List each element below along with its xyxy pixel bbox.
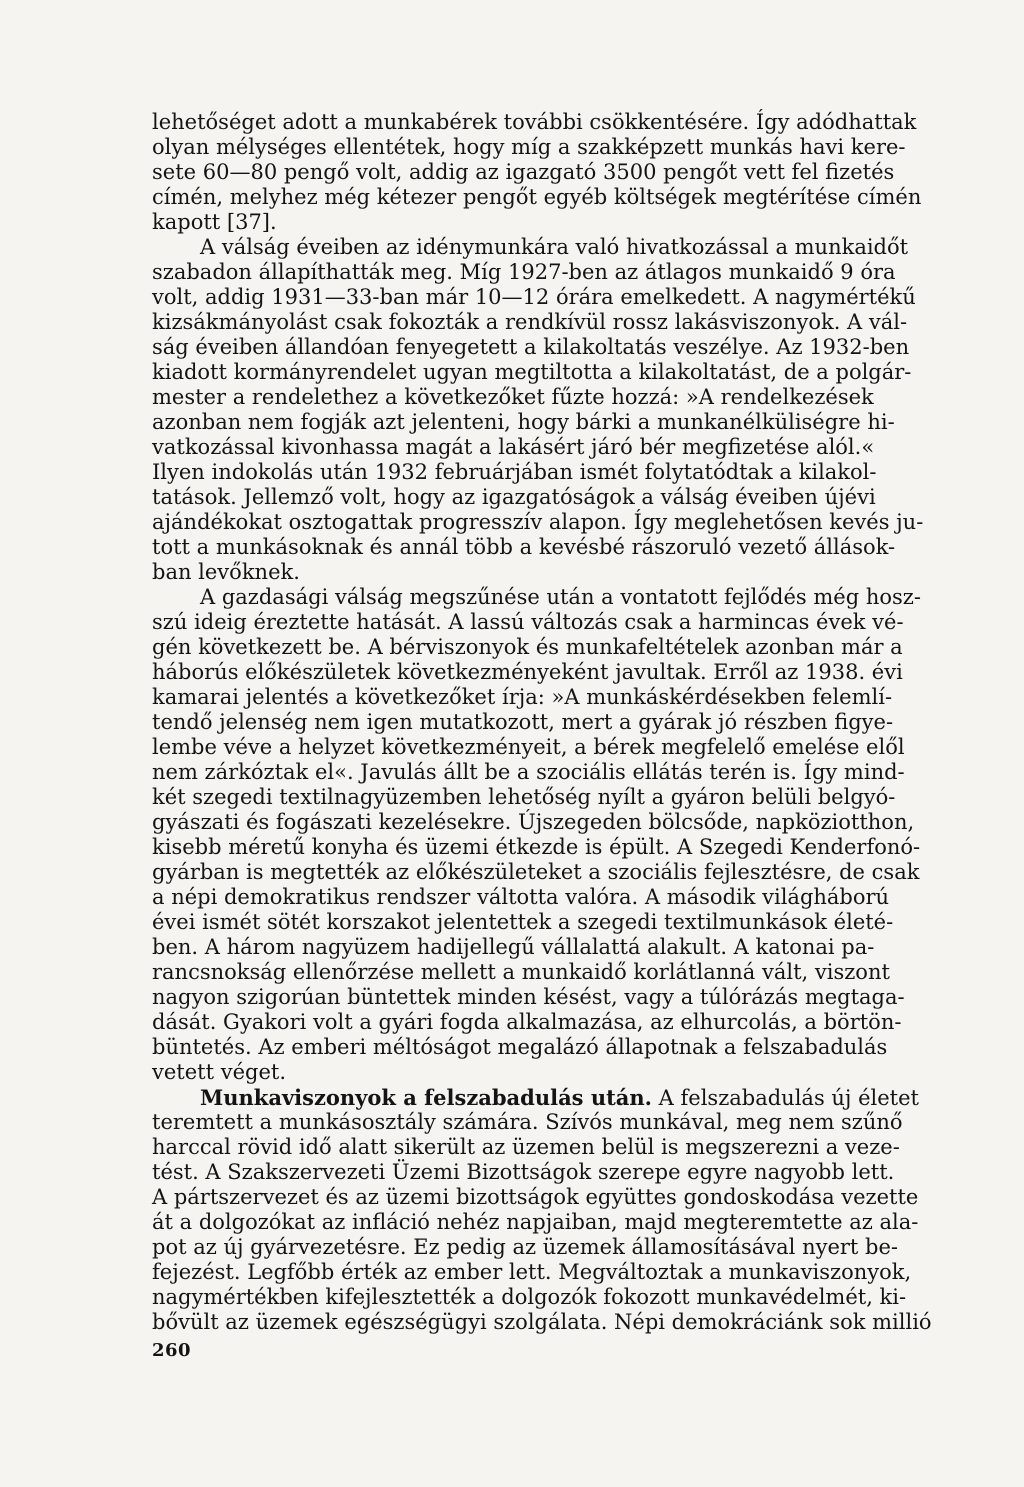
text-line: át a dolgozókat az infláció nehéz napjaiban, majd megteremtette az ala- (152, 1210, 919, 1234)
text-line: A pártszervezet és az üzemi bizottságok együttes gondoskodása vezette (152, 1185, 919, 1209)
text-line: ban levőknek. (152, 560, 300, 584)
text-line: olyan mélységes ellentétek, hogy míg a szakképzett munkás havi kere- (152, 135, 906, 159)
text-line: dását. Gyakori volt a gyári fogda alkalmazása, az elhurcolás, a börtön- (152, 1010, 902, 1034)
text-line: vatkozással kivonhassa magát a lakásért járó bér megfizetése alól.« (152, 435, 875, 459)
text-line: harccal rövid idő alatt sikerült az üzemen belül is megszerezni a veze- (152, 1135, 900, 1159)
text-line: Ilyen indokolás után 1932 februárjában ismét folytatódtak a kilakol- (152, 460, 877, 484)
text-line: címén, melyhez még kétezer pengőt egyéb költségek megtérítése címén (152, 185, 922, 209)
paragraph-2 (152, 235, 924, 585)
text-line: teremtett a munkásosztály számára. Szívós munkával, meg nem szűnő (152, 1110, 903, 1134)
section-first-line-text: A felszabadulás új életet (651, 1086, 919, 1110)
text-line: gén következett be. A bérviszonyok és munkafeltételek azonban már a (152, 635, 903, 659)
paragraph-1 (152, 110, 922, 235)
text-line: kisebb méretű konyha és üzemi étkezde is épült. A Szegedi Kenderfonó- (152, 835, 921, 859)
text-line: kiadott kormányrendelet ugyan megtiltotta a kilakoltatást, de a polgár- (152, 360, 912, 384)
section-paragraph (152, 1085, 932, 1335)
text-line: sete 60—80 pengő volt, addig az igazgató 3500 pengőt vett fel fizetés (152, 160, 895, 184)
text-line: ben. A három nagyüzem hadijellegű vállalattá alakult. A katonai pa- (152, 935, 875, 959)
text-line: tendő jelenség nem igen mutatkozott, mert a gyárak jó részben figye- (152, 710, 894, 734)
text-line: nem zárkóztak el«. Javulás állt be a szociális ellátás terén is. Így mind- (152, 760, 905, 784)
text-line: mester a rendelethez a következőket fűzte hozzá: »A rendelkezések (152, 385, 874, 409)
text-line: bővült az üzemek egészségügyi szolgálata. Népi demokráciánk sok millió (152, 1310, 932, 1334)
text-line: ajándékokat osztogattak progresszív alapon. Így meglehetősen kevés ju- (152, 510, 924, 534)
text-line: fejezést. Legfőbb érték az ember lett. Megváltoztak a munkaviszonyok, (152, 1260, 912, 1284)
paragraph-3 (152, 585, 921, 1085)
text-line: a népi demokratikus rendszer váltotta valóra. A második világháború (152, 885, 890, 909)
page-number: 260 (152, 1340, 192, 1361)
text-line: nagyon szigorúan büntettek minden késést, vagy a túlórázás megtaga- (152, 985, 905, 1009)
text-line: szú ideig éreztette hatását. A lassú változás csak a harmincas évek vé- (152, 610, 904, 634)
text-line: tést. A Szakszervezeti Üzemi Bizottságok szerepe egyre nagyobb lett. (152, 1160, 895, 1184)
text-line: kizsákmányolást csak fokozták a rendkívül rossz lakásviszonyok. A vál- (152, 310, 908, 334)
text-line: kamarai jelentés a következőket írja: »A munkáskérdésekben felemlí- (152, 685, 893, 709)
text-line: büntetés. Az emberi méltóságot megalázó állapotnak a felszabadulás (152, 1035, 888, 1059)
text-line: lehetőséget adott a munkabérek további csökkentésére. Így adódhattak (152, 110, 917, 134)
text-line: szabadon állapíthatták meg. Míg 1927-ben az átlagos munkaidő 9 óra (152, 260, 896, 284)
text-line: pot az új gyárvezetésre. Ez pedig az üzemek államosításával nyert be- (152, 1235, 899, 1259)
text-line: lembe véve a helyzet következményeit, a bérek megfelelő emelése elől (152, 735, 905, 759)
page-body (152, 110, 932, 1335)
text-line: A válság éveiben az idénymunkára való hivatkozással a munkaidőt (200, 235, 909, 259)
text-line: A gazdasági válság megszűnése után a vontatott fejlődés még hosz- (200, 585, 921, 609)
text-line: gyászati és fogászati kezelésekre. Újszegeden bölcsőde, napköziotthon, (152, 810, 915, 834)
section-heading: Munkaviszonyok a felszabadulás után. (200, 1085, 652, 1110)
text-line: vetett véget. (152, 1060, 286, 1084)
text-line: kapott [37]. (152, 210, 277, 234)
text-line: két szegedi textilnagyüzemben lehetőség nyílt a gyáron belüli belgyó- (152, 785, 896, 809)
text-line: tatások. Jellemző volt, hogy az igazgatóságok a válság éveiben újévi (152, 485, 876, 509)
text-line: nagymértékben kifejlesztették a dolgozók fokozott munkavédelmét, ki- (152, 1285, 907, 1309)
text-line: tott a munkásoknak és annál több a kevésbé rászoruló vezető állások- (152, 535, 896, 559)
text-line: azonban nem fogják azt jelenteni, hogy bárki a munkanélküliségre hi- (152, 410, 895, 434)
section-first-line (152, 1085, 919, 1110)
text-line: háborús előkészületek következményeként javultak. Erről az 1938. évi (152, 660, 903, 684)
text-line: volt, addig 1931—33-ban már 10—12 órára emelkedett. A nagymértékű (152, 285, 916, 309)
text-line: évei ismét sötét korszakot jelentettek a szegedi textilmunkások életé- (152, 910, 894, 934)
text-line: ság éveiben állandóan fenyegetett a kilakoltatás veszélye. Az 1932-ben (152, 335, 910, 359)
text-line: gyárban is megtették az előkészületeket a szociális fejlesztésre, de csak (152, 860, 920, 884)
text-line: rancsnokság ellenőrzése mellett a munkaidő korlátlanná vált, viszont (152, 960, 890, 984)
